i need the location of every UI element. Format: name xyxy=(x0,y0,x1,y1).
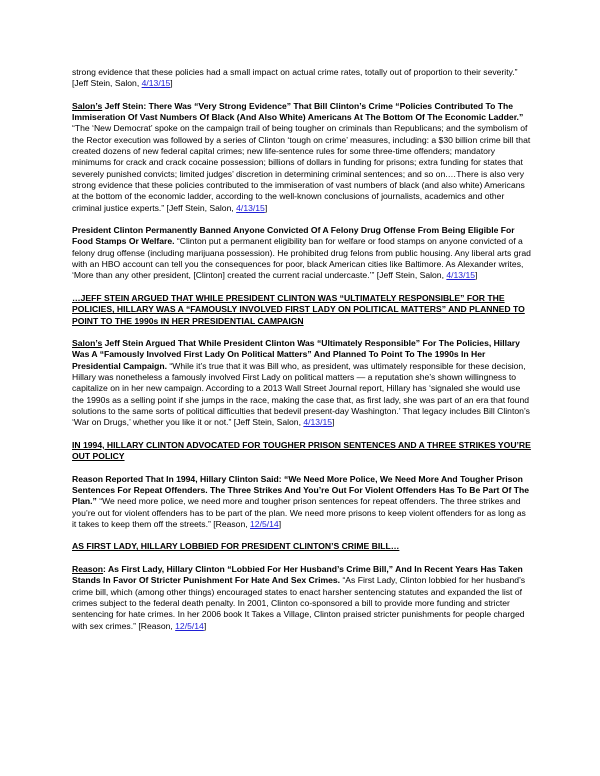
first-lady-paragraph xyxy=(72,338,532,428)
intro-paragraph xyxy=(72,67,532,90)
crime-bill-paragraph xyxy=(72,564,532,632)
stein-evidence-paragraph xyxy=(72,101,532,214)
section-heading-crime-bill: AS FIRST LADY, HILLARY LOBBIED FOR PRESIDENT CLINTON’S CRIME BILL… xyxy=(72,541,400,552)
food-stamps-headline: President Clinton Permanently Banned Anyone Convicted Of A Felony Drug Offense From Being Eligible For Food Stamps Or Welfare. xyxy=(72,225,515,247)
three-strikes-paragraph xyxy=(72,474,532,530)
food-stamps-source-link[interactable]: 4/13/15 xyxy=(446,270,476,281)
three-strikes-headline: Reason Reported That In 1994, Hillary Clinton Said: “We Need More Police, We Need More And Tougher Prison Sentences For Repeat Offenders. The Three Strikes And You’re Out For Violent Offenders Has To Be Part Of The Plan.” xyxy=(72,473,529,507)
stein-evidence-outlet: Salon’s xyxy=(72,100,103,111)
crime-bill-outlet: Reason xyxy=(72,564,104,575)
first-lady-source-link[interactable]: 4/13/15 xyxy=(303,417,333,428)
first-lady-close: ] xyxy=(332,417,335,428)
first-lady-outlet: Salon’s xyxy=(72,338,103,349)
crime-bill-close: ] xyxy=(203,620,207,631)
intro-text: strong evidence that these policies had a small impact on actual crime rates, totally out of proportion to their severity.” [Jeff Stein, Salon, xyxy=(72,67,518,89)
food-stamps-close: ] xyxy=(475,270,478,281)
intro-source-link[interactable]: 4/13/15 xyxy=(141,78,171,89)
first-lady-headline: Jeff Stein Argued That While President Clinton Was “Ultimately Responsible” For The Policies, Hillary Was A “Famously Involved First Lady On Political Matters” And Planned To Point To The 1990s In Her Presidential Campaign. xyxy=(72,338,520,371)
stein-evidence-source-link[interactable]: 4/13/15 xyxy=(236,202,265,213)
section-heading-stein-responsible: …JEFF STEIN ARGUED THAT WHILE PRESIDENT CLINTON WAS “ULTIMATELY RESPONSIBLE” FOR THE POLICIES, HILLARY WAS A “FAMOUSLY INVOLVED FIRST LADY ON POLITICAL MATTERS” AND PLANNED TO POINT TO THE 1990s IN HER PRESIDENTIAL CAMPAIGN xyxy=(72,292,525,326)
food-stamps-body: “Clinton put a permanent eligibility ban for welfare or food stamps on anyone convicted of a felony drug offense (including marijuana possession). He prohibited drug felons from public housing. Any liberal arts grad with an HBO account can tell you the consequences for poor, black American cities like Baltimore. As Alexander writes, ‘More than any other president, [Clinton] created the current racial undercaste.’” [Jeff Stein, Salon, xyxy=(72,236,531,281)
three-strikes-source-link[interactable]: 12/5/14 xyxy=(250,518,279,529)
three-strikes-close: ] xyxy=(278,518,282,529)
crime-bill-body: “As First Lady, Clinton lobbied for her husband’s crime bill, which (among other things) encouraged states to enact harsher sentencing statutes and expanded the list of crimes subject to the federal death penalty. In 2001, Clinton co-sponsored a bill to provide more funding and stricter sentencing for hate crimes. In her 2006 book It Takes a Village, Clinton praised stricter punishments for people charged with sex crimes.” [Reason, xyxy=(72,575,526,631)
crime-bill-source-link[interactable]: 12/5/14 xyxy=(175,620,204,631)
food-stamps-paragraph xyxy=(72,225,532,281)
stein-evidence-body: “The ‘New Democrat’ spoke on the campaign trail of being tougher on criminals than Republicans; and the symbolism of the Rector execution was followed by a series of Clinton ‘tough on crime’ measures, including: a $30 billion crime bill that created dozens of new federal capital crimes; new life-sentence rules for some three-time offenders; mandatory minimums for crack and crack cocaine possession; billions of dollars in funding for prisons; extra funding for states that severely punished convicts; limited judges’ discretion in determining criminal sentences; and so on.…There is also very strong evidence that these policies contributed to the immiseration of vast numbers of black (and also white) Americans at the bottom of the economic ladder, according to the well-known conclusions of journalists, academics and other criminal justice experts.” [Jeff Stein, Salon, xyxy=(72,123,531,213)
intro-close: ] xyxy=(170,78,173,89)
crime-bill-headline: : As First Lady, Hillary Clinton “Lobbied For Her Husband’s Crime Bill,” And In Recent Years Has Taken Stands In Favor Of Stricter Punishment For Hate And Sex Crimes. xyxy=(72,564,523,586)
section-heading-1994-sentences: IN 1994, HILLARY CLINTON ADVOCATED FOR TOUGHER PRISON SENTENCES AND A THREE STRIKES YOU’RE OUT POLICY xyxy=(72,439,531,462)
stein-evidence-headline: Jeff Stein: There Was “Very Strong Evidence” That Bill Clinton’s Crime “Policies Contributed To The Immiseration Of Vast Numbers Of Black (And Also White) Americans At The Bottom Of The Economic Ladder.” xyxy=(72,100,524,123)
first-lady-body: “While it’s true that it was Bill who, as president, was ultimately responsible for these decision, Hillary was nonetheless a famously involved First Lady on political matters — a reputation she’s shown willingness to capitalize on in her new campaign. According to a 2013 Wall Street Journal report, Hillary has ‘signaled she would use the 1990s as a selling point if she jumps in the race, making the case that, as first lady, she was part of an era that found solutions to the same sorts of political difficulties that bedevil present-day Washington.’ That legacy includes Bill Clinton’s ‘War on Drugs,’ whether you like it or not.” [Jeff Stein, Salon, xyxy=(72,360,530,428)
document-page xyxy=(72,67,532,643)
three-strikes-body: “We need more police, we need more and tougher prison sentences for repeat offenders. The three strikes and you’re out for violent offenders has to be part of the plan. We need more prisons to keep violent offenders for as long as it takes to keep them off the streets.” [Reason, xyxy=(72,496,526,529)
stein-evidence-close: ] xyxy=(264,202,268,213)
